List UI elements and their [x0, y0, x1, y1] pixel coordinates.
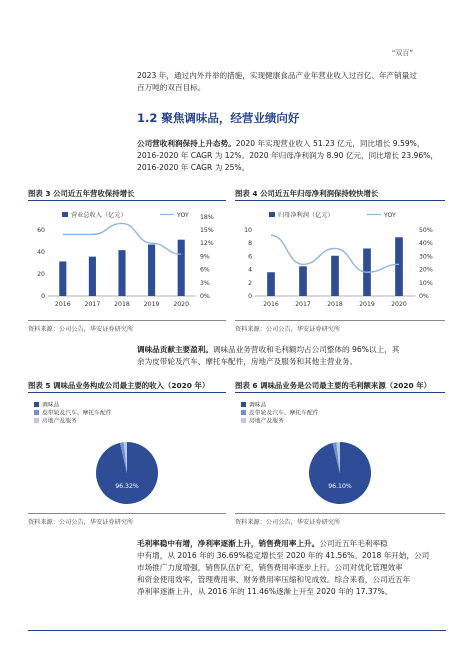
- profit-chart-x-tick: 2019: [359, 301, 375, 308]
- figure3-top-rule: [28, 200, 226, 201]
- footer-rule: [28, 630, 446, 631]
- margin-paragraph: [137, 538, 447, 598]
- figure5-title: 图表 5 调味品业务构成公司最主要的收入（2020 年）: [28, 381, 210, 390]
- revenue-chart-x-tick: 2020: [173, 301, 190, 308]
- gross-profit-mix-pie-slice-label: 96.10%: [328, 483, 352, 490]
- profit-chart-x-tick: 2020: [391, 301, 407, 308]
- revenue-chart-y-right-tick: 18%: [200, 213, 214, 221]
- revenue-chart-bar: [178, 240, 185, 296]
- revenue-chart-legend-line-label: YOY: [177, 212, 189, 219]
- profit-chart-y-left-tick: 10: [244, 227, 252, 234]
- segment-paragraph-lead: 调味品贡献主要盈利。: [137, 345, 213, 354]
- profit-chart-legend-bar-swatch: [269, 212, 275, 217]
- section-heading: 1.2 聚焦调味品，经营业绩向好: [137, 111, 300, 125]
- profit-chart-legend: [269, 211, 396, 219]
- margin-paragraph-line-5: 净利率逐渐上升，从 2016 年的 11.46%逐渐上升至 2020 年的 17.37%。: [137, 587, 393, 596]
- intro-line-2: 百万吨的双百目标。: [137, 83, 206, 92]
- profit-chart-y-right-tick: 50%: [419, 227, 433, 234]
- profit-chart-x-tick: 2017: [295, 301, 311, 308]
- figure4-top-rule: [235, 200, 445, 201]
- gross-profit-mix-pie-legend-swatch: [241, 418, 246, 423]
- profit-chart-y-left-tick: 0: [248, 293, 252, 300]
- figure5-bottom-rule: [28, 513, 226, 514]
- margin-paragraph-lead: 毛利率稳中有增，净利率逐渐上升，销售费用率上升。: [137, 539, 320, 548]
- figure5-top-rule: [28, 392, 226, 393]
- revenue-paragraph-line-1: 2020 年实现营业收入 51.23 亿元，同比增长 9.59%，: [235, 139, 425, 148]
- revenue-chart-bar: [59, 261, 66, 296]
- revenue-chart-y-right-tick: 0%: [200, 293, 210, 300]
- gross-profit-mix-pie-legend: [241, 401, 319, 425]
- header-tag: “双百”: [391, 49, 413, 57]
- segment-paragraph: [137, 344, 447, 368]
- revenue-mix-pie-chart: [28, 395, 226, 511]
- figure3-title: 图表 3 公司近五年营收保持增长: [28, 189, 135, 198]
- revenue-chart-bar: [148, 245, 155, 296]
- revenue-chart-x-tick: 2018: [114, 301, 130, 308]
- profit-chart-y-right-tick: 10%: [419, 279, 433, 287]
- revenue-chart-legend-bar-swatch: [62, 212, 68, 217]
- profit-chart-bar: [299, 266, 307, 296]
- revenue-chart-x-tick: 2019: [143, 301, 160, 308]
- gross-profit-mix-pie-legend-label: 房地产及服务: [249, 418, 284, 425]
- revenue-chart-y-left-tick: 40: [37, 249, 45, 256]
- intro-paragraph: [137, 70, 447, 94]
- gross-profit-mix-pie-chart: [235, 395, 445, 511]
- revenue-chart-y-left-tick: 20: [37, 271, 45, 278]
- revenue-mix-pie-legend-swatch: [34, 402, 39, 407]
- profit-chart-bar: [267, 272, 275, 296]
- revenue-mix-pie-legend-label: 房地产及服务: [42, 418, 77, 425]
- segment-paragraph-line-1: 调味品业务营收和毛利额均占公司整体的 96%以上，其: [212, 345, 400, 354]
- revenue-mix-pie-legend-swatch: [34, 418, 39, 423]
- revenue-chart-bar: [118, 250, 125, 296]
- revenue-chart-legend: [62, 211, 189, 219]
- profit-chart-y-left-tick: 8: [248, 240, 252, 248]
- revenue-mix-pie-legend-swatch: [34, 410, 39, 415]
- revenue-mix-pie-legend-label: 调味品: [42, 402, 60, 409]
- revenue-mix-pie-legend: [34, 401, 112, 425]
- profit-chart-y-right-tick: 20%: [419, 266, 433, 274]
- revenue-chart-y-right-tick: 9%: [200, 253, 210, 261]
- profit-chart-y-left-tick: 4: [248, 266, 252, 274]
- figure6-source: 资料来源：公司公告，华安证券研究所: [235, 519, 341, 526]
- profit-chart-y-right-tick: 0%: [419, 293, 429, 300]
- profit-chart-y-right-tick: 40%: [419, 240, 433, 248]
- margin-paragraph-line-3: 市场推广力度增强，销售队伍扩充，销售费用率逐步上行。公司对优化管理效率: [137, 563, 403, 572]
- revenue-chart-bar: [89, 257, 96, 296]
- profit-chart-x-tick: 2018: [327, 301, 343, 308]
- profit-chart-legend-bar-label: 归母净利润（亿元）: [278, 212, 334, 219]
- figure5-source: 资料来源：公司公告，华安证券研究所: [28, 519, 134, 526]
- profit-chart-bar: [331, 256, 339, 296]
- revenue-chart-x-tick: 2016: [54, 301, 71, 308]
- figure4-source: 资料来源：公司公告，华安证券研究所: [235, 326, 341, 333]
- margin-paragraph-line-4: 和资金使用效率，管理费用率、财务费用率压缩和见成效。综合来看，公司近五年: [137, 575, 411, 584]
- margin-paragraph-line-1: 公司近五年毛利率稳: [319, 539, 388, 548]
- revenue-mix-pie-legend-label: 皮带轮及汽车、摩托车配件: [42, 410, 112, 417]
- profit-chart-y-left-tick: 6: [248, 253, 252, 261]
- revenue-chart: [28, 204, 226, 318]
- profit-chart-y-left-tick: 2: [248, 279, 252, 287]
- revenue-chart-x-tick: 2017: [84, 301, 101, 308]
- revenue-chart-y-right-tick: 3%: [200, 279, 210, 287]
- figure3-source: 资料来源：公司公告，华安证券研究所: [28, 326, 134, 333]
- revenue-mix-pie-slice-label: 96.32%: [115, 483, 139, 490]
- figure3-bottom-rule: [28, 320, 226, 321]
- revenue-chart-yoy-line: [63, 223, 181, 254]
- profit-chart: [235, 204, 445, 318]
- figure6-title: 图表 6 调味品业务是公司最主要的毛利额来源（2020 年）: [235, 381, 432, 390]
- revenue-chart-y-left-tick: 60: [37, 227, 45, 234]
- margin-paragraph-line-2: 中有增，从 2016 年的 36.69%稳定增长至 2020 年的 41.56%。2018 年开始，公司: [137, 551, 430, 560]
- profit-chart-legend-line-label: YOY: [384, 212, 396, 219]
- gross-profit-mix-pie-legend-swatch: [241, 402, 246, 407]
- revenue-chart-y-left-tick: 0: [41, 293, 45, 300]
- gross-profit-mix-pie-legend-label: 调味品: [249, 402, 267, 409]
- profit-chart-bar: [395, 237, 403, 296]
- figure4-bottom-rule: [235, 320, 445, 321]
- revenue-chart-y-right-tick: 6%: [200, 266, 210, 274]
- revenue-paragraph: [137, 138, 447, 174]
- figure6-top-rule: [235, 392, 445, 393]
- revenue-paragraph-line-2: 2016-2020 年 CAGR 为 12%。2020 年归母净利润为 8.90 亿元，同比增长 23.96%，: [137, 151, 438, 160]
- revenue-chart-y-right-tick: 15%: [200, 227, 214, 234]
- revenue-chart-legend-bar-label: 营业总收入（亿元）: [71, 212, 127, 219]
- gross-profit-mix-pie-legend-swatch: [241, 410, 246, 415]
- revenue-chart-y-right-tick: 12%: [200, 240, 214, 248]
- profit-chart-x-tick: 2016: [263, 301, 279, 308]
- segment-paragraph-line-2: 余为皮带轮及汽车、摩托车配件，房地产及服务和其他主营业务。: [137, 357, 358, 366]
- revenue-paragraph-line-3: 2016-2020 年 CAGR 为 25%。: [137, 163, 250, 172]
- profit-chart-y-right-tick: 30%: [419, 253, 433, 261]
- gross-profit-mix-pie-legend-label: 皮带轮及汽车、摩托车配件: [249, 410, 319, 417]
- intro-line-1: 2023 年，通过内外并举的措施，实现健康食品产业年营业收入过百亿、年产销量过: [137, 71, 417, 80]
- figure4-title: 图表 4 公司近五年归母净利润保持较快增长: [235, 189, 379, 198]
- figure6-bottom-rule: [235, 513, 445, 514]
- revenue-paragraph-lead: 公司营收利润保持上升态势。: [137, 139, 236, 148]
